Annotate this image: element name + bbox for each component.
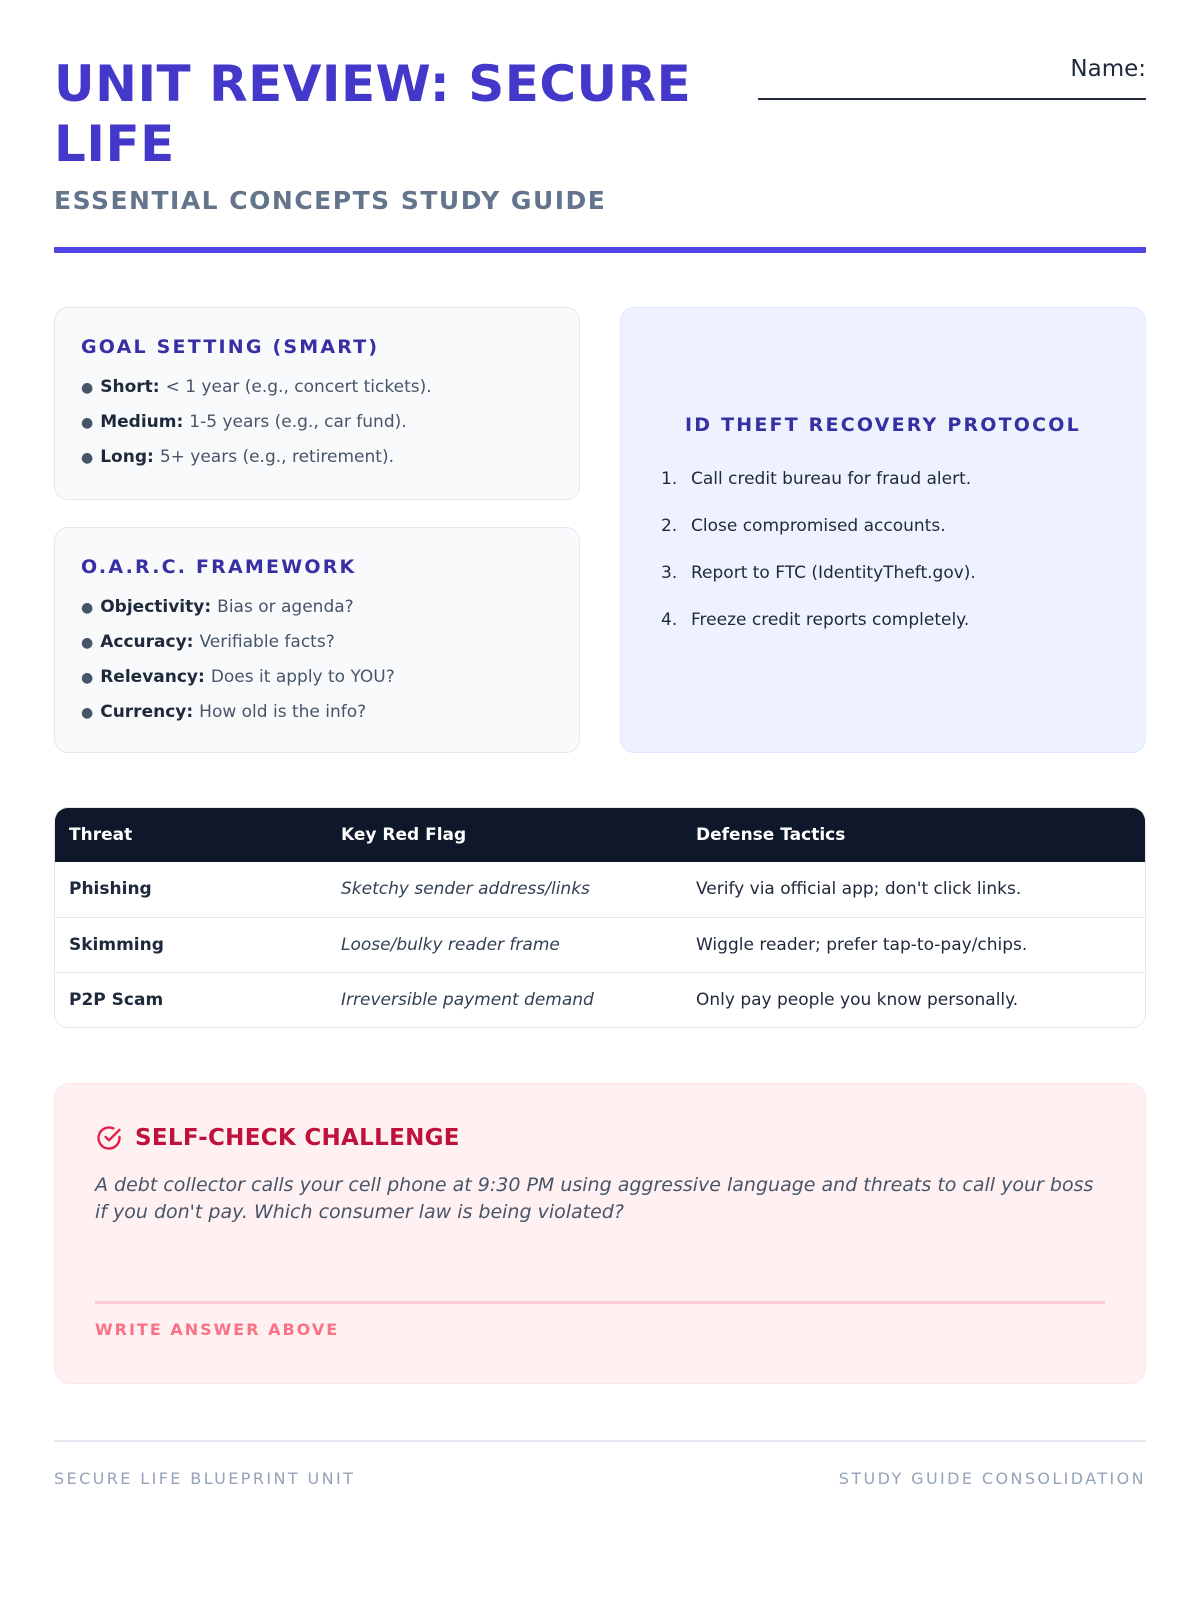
id-theft-protocol-card [620, 307, 1146, 753]
id-theft-protocol-title: ID THEFT RECOVERY PROTOCOL [685, 414, 1081, 436]
threat-cell: P2P Scam [69, 989, 164, 1010]
bullet-icon: ● [81, 450, 94, 466]
red-flag-cell: Irreversible payment demand [341, 989, 594, 1010]
bullet-icon: ● [81, 635, 94, 651]
list-item: ● Objectivity: Bias or agenda? [81, 590, 553, 625]
name-label: Name: [1070, 56, 1146, 82]
oarc-framework-list [81, 590, 553, 730]
column-header-defense: Defense Tactics [696, 825, 846, 845]
answer-label: WRITE ANSWER ABOVE [95, 1320, 340, 1339]
challenge-question: A debt collector calls your cell phone at 9:30 PM using aggressive language and threats to call your boss if you don't pay. Which consumer law is being violated? [95, 1174, 1094, 1223]
threat-cell: Phishing [69, 879, 152, 900]
bullet-icon: ● [81, 670, 94, 686]
oarc-framework-title: O.A.R.C. FRAMEWORK [81, 556, 357, 578]
bullet-icon: ● [81, 600, 94, 616]
list-item: 2. Close compromised accounts. [661, 516, 946, 536]
list-item: ● Short: < 1 year (e.g., concert tickets). [81, 370, 553, 405]
footer-unit-name: SECURE LIFE BLUEPRINT UNIT [54, 1469, 356, 1488]
challenge-header [95, 1124, 1105, 1152]
red-flag-cell: Loose/bulky reader frame [341, 934, 560, 955]
page-header [54, 54, 1146, 254]
self-check-challenge [54, 1083, 1146, 1384]
defense-cell: Wiggle reader; prefer tap-to-pay/chips. [696, 934, 1028, 955]
goal-setting-card [54, 307, 580, 500]
bullet-icon: ● [81, 380, 94, 396]
list-item: ● Accuracy: Verifiable facts? [81, 625, 553, 660]
footer-divider [54, 1440, 1146, 1442]
defense-cell: Only pay people you know personally. [696, 989, 1019, 1010]
footer-doc-type: STUDY GUIDE CONSOLIDATION [838, 1469, 1146, 1488]
column-header-red-flag: Key Red Flag [341, 825, 467, 845]
header-divider [54, 247, 1146, 253]
list-item: 3. Report to FTC (IdentityTheft.gov). [661, 563, 976, 583]
list-item: ● Relevancy: Does it apply to YOU? [81, 660, 553, 695]
threats-table [54, 807, 1146, 1028]
name-field-block [756, 56, 1146, 100]
table-header-row [55, 808, 1145, 862]
oarc-framework-card [54, 527, 580, 753]
list-item: 1. Call credit bureau for fraud alert. [661, 469, 972, 489]
list-item: ● Long: 5+ years (e.g., retirement). [81, 440, 553, 475]
table-row [55, 972, 1145, 1027]
table-row [55, 917, 1145, 972]
answer-write-line[interactable] [95, 1301, 1105, 1304]
check-circle-icon [95, 1124, 123, 1152]
list-item: ● Currency: How old is the info? [81, 695, 553, 730]
bullet-icon: ● [81, 705, 94, 721]
bullet-icon: ● [81, 415, 94, 431]
page-title: UNIT REVIEW: SECURE LIFE [54, 55, 692, 173]
goal-setting-title: GOAL SETTING (SMART) [81, 336, 380, 358]
id-theft-steps [661, 456, 1105, 644]
page-subtitle: ESSENTIAL CONCEPTS STUDY GUIDE [54, 186, 607, 215]
goal-setting-list [81, 370, 553, 475]
defense-cell: Verify via official app; don't click links. [696, 879, 1022, 900]
list-item: 4. Freeze credit reports completely. [661, 610, 970, 630]
challenge-title: SELF-CHECK CHALLENGE [135, 1125, 460, 1151]
threat-cell: Skimming [69, 934, 164, 955]
table-row [55, 862, 1145, 917]
name-write-line[interactable] [758, 98, 1146, 100]
red-flag-cell: Sketchy sender address/links [341, 879, 590, 900]
column-header-threat: Threat [69, 825, 133, 845]
list-item: ● Medium: 1-5 years (e.g., car fund). [81, 405, 553, 440]
